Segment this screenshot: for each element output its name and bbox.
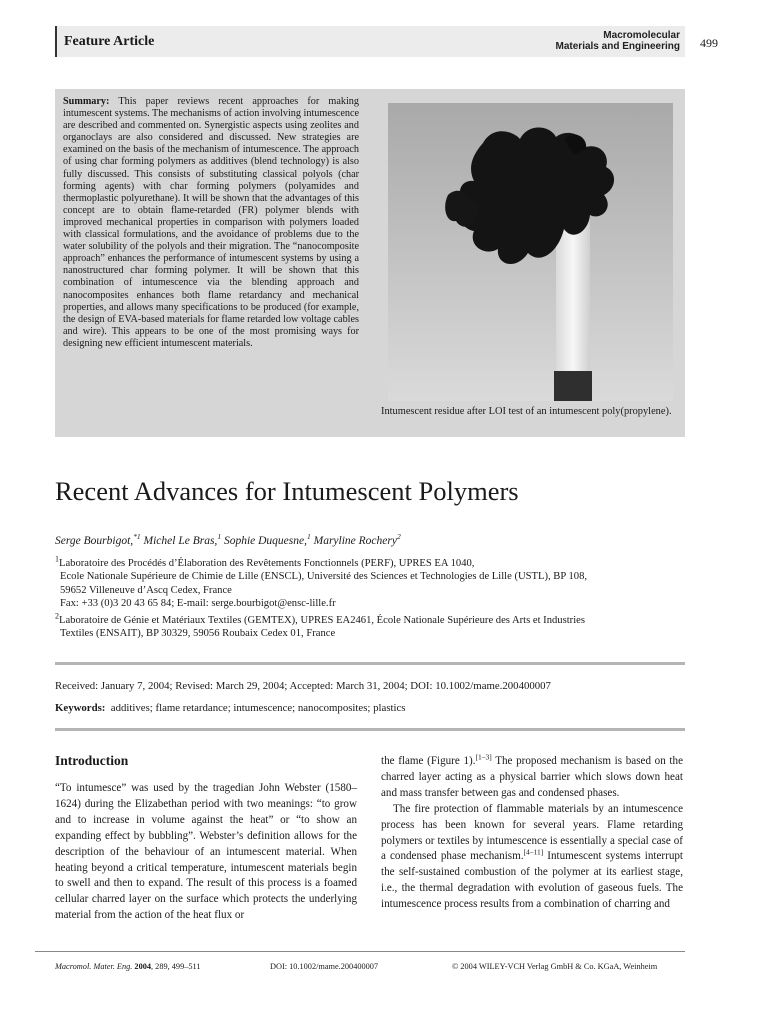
figure-caption: Intumescent residue after LOI test of an intumescent poly(propylene). bbox=[381, 406, 672, 417]
divider bbox=[55, 662, 685, 665]
page-number: 499 bbox=[700, 36, 718, 50]
author-name: Michel Le Bras, bbox=[140, 535, 218, 547]
author-name: Serge Bourbigot, bbox=[55, 535, 134, 547]
keywords-label: Keywords: bbox=[55, 702, 106, 714]
footer-copyright: © 2004 WILEY-VCH Verlag GmbH & Co. KGaA, Weinheim bbox=[452, 962, 658, 971]
figure-photo bbox=[388, 103, 673, 401]
section-heading: Introduction bbox=[55, 753, 129, 768]
divider bbox=[55, 728, 685, 731]
affiliation-line: 59652 Villeneuve d’Ascq Cedex, France bbox=[60, 584, 232, 596]
paragraph: The fire protection of flammable materials by an intumescence process has been known for several years. Flame retarding polymers or textiles by intumescence is essentially a special case of a condensed phase mechanism.[4–11] Intumescent systems interrupt the self-sustained combustion of the polymer at its earliest stage, i.e., the thermal degradation with evolution of gaseous fuels. The intumescence process results from a combination of charring and bbox=[381, 802, 683, 911]
keywords-list: additives; flame retardance; intumescence; nanocomposites; plastics bbox=[110, 702, 406, 714]
footer-citation: Macromol. Mater. Eng. 2004, 289, 499–511 bbox=[55, 962, 201, 971]
affiliation-mark: 1 bbox=[55, 554, 59, 564]
affiliation-line: $^1$Laboratoire des Procédés d’Élaboration des Revêtements Fonctionnels (PERF), UPRES EA 1040, bbox=[55, 554, 475, 569]
footer-doi: DOI: 10.1002/mame.200400007 bbox=[270, 962, 379, 971]
affiliation-1 bbox=[55, 554, 695, 610]
affiliation-line: Ecole Nationale Supérieure de Chimie de Lille (ENSCL), Université des Sciences et Technologies de Lille (USTL), BP 108, bbox=[60, 571, 588, 583]
journal-name bbox=[540, 30, 680, 52]
author-list bbox=[55, 532, 401, 547]
journal-name-line1: Macromolecular bbox=[603, 30, 680, 41]
keywords bbox=[55, 702, 406, 714]
paragraph: “To intumesce” was used by the tragedian John Webster (1580–1624) during the Elizabethan period with two meanings: “to grow and to increase in volume against the heat” or “to show an expanding effect by bubbling”. Webster’s definition allows for the description of the behaviour of an intumescent material. When heating beyond a critical temperature, intumescent materials begin to swell and then to expand. The result of this process is a foamed cellular charred layer on the surface which protects the underlying material from the action of the heat flux or bbox=[55, 782, 357, 922]
journal-name-line2: Materials and Engineering bbox=[555, 41, 680, 52]
affiliation-2 bbox=[55, 611, 695, 641]
body-column-right bbox=[381, 754, 683, 913]
section-label: Feature Article bbox=[64, 34, 155, 49]
paragraph: the flame (Figure 1).[1–3] The proposed mechanism is based on the charred layer acting as a physical barrier which slows down heat and mass transfer between gas and condensed phases. bbox=[381, 752, 683, 799]
intumescent-residue-image bbox=[388, 103, 673, 401]
summary-label: Summary: bbox=[63, 96, 110, 107]
summary-body: This paper reviews recent approaches for making intumescent systems. The mechanisms of action involving intumescence are described and commented on. Synergistic aspects using zeolites and organoclays are also considered and discussed. New strategies are examined on the basis of the mechanism of intumescence. The approach of using char forming polymers as additives (blend technology) is also fully discussed. This consists of substituting classical polyols (char forming agents) with char forming polymers (polyamides and thermoplastic polyurethane). It will be shown that the advantages of this concept are to obtain flame-retarded (FR) polymer blends with improved mechanical properties in comparison with polymers loaded with classical formulations, and the avoidance of problems due to the water solubility of the polyols and their migration. The “nanocomposite approach” enhances the performance of intumescent systems by using a nanostructured char forming polymer. It will be shown that this combination of intumescence via the blending approach and nanocomposites enhances both flame retardancy and mechanical properties, and allows many specifications to be produced (for example, the design of EVA-based materials for flame retarded low voltage cables and wire). This appears to be one of the most promising ways for designing new efficient intumescent materials. bbox=[63, 96, 359, 349]
author-affiliation-mark: 1 bbox=[306, 532, 311, 542]
article-title: Recent Advances for Intumescent Polymers bbox=[55, 476, 519, 506]
affiliation-line: Textiles (ENSAIT), BP 30329, 59056 Roubaix Cedex 01, France bbox=[60, 628, 336, 640]
article-dates: Received: January 7, 2004; Revised: March 29, 2004; Accepted: March 31, 2004; DOI: 10.1002/mame.200400007 bbox=[55, 680, 551, 692]
body-column-left bbox=[55, 781, 357, 924]
author-name: Maryline Rochery bbox=[310, 535, 397, 547]
author-affiliation-mark: 1 bbox=[217, 532, 222, 542]
author-affiliation-mark: 2 bbox=[396, 532, 401, 542]
affiliation-line: $^2$Laboratoire de Génie et Matériaux Textiles (GEMTEX), UPRES EA2461, École Nationale Supérieure des Arts et Industries bbox=[55, 611, 585, 626]
affiliation-mark: 2 bbox=[55, 611, 59, 621]
author-name: Sophie Duquesne, bbox=[221, 535, 307, 547]
affiliation-contact: Fax: +33 (0)3 20 43 65 84; E-mail: serge.bourbigot@ensc-lille.fr bbox=[60, 597, 336, 609]
footer-rule bbox=[35, 951, 685, 952]
header-rule bbox=[55, 26, 57, 57]
summary-text bbox=[63, 96, 359, 350]
citation: [4–11] bbox=[523, 847, 544, 857]
citation: [1–3] bbox=[475, 752, 492, 762]
author-affiliation-mark: *1 bbox=[133, 532, 141, 542]
